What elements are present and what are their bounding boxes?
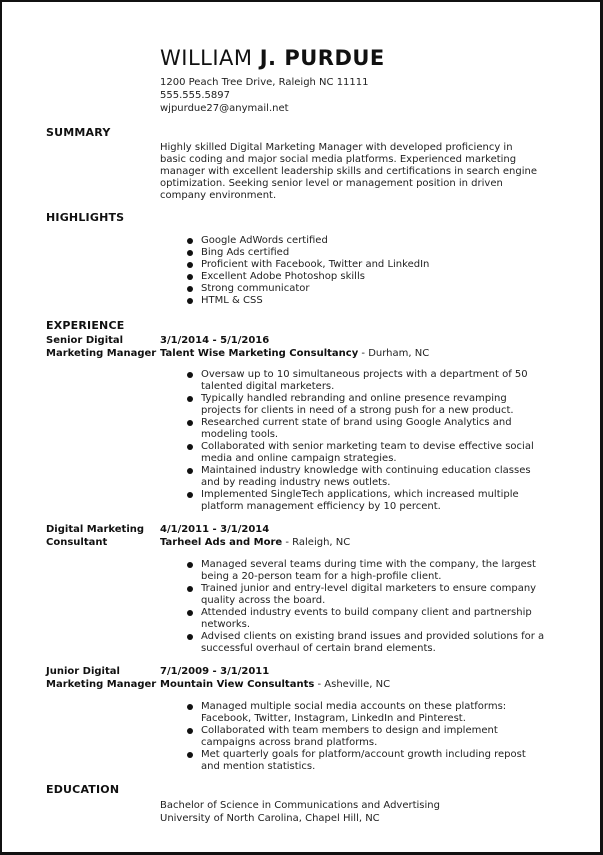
job-bullets <box>201 701 526 773</box>
summary-line: manager with excellent leadership skills and certifications in search engine <box>160 166 538 177</box>
bullet-line: successful overhaul of certain brand elements. <box>201 643 436 654</box>
first-name: WILLIAM <box>160 46 253 70</box>
bullet-line: Trained junior and entry-level digital marketers to ensure company <box>201 583 537 594</box>
job-title-line: Digital Marketing <box>46 524 145 535</box>
job-dates: 7/1/2009 - 3/1/2011 <box>160 666 270 677</box>
bullet-line: and mention statistics. <box>201 761 316 772</box>
highlight-item: Proficient with Facebook, Twitter and LinkedIn <box>201 259 430 270</box>
job-title <box>46 665 158 691</box>
bullet-line: Implemented SingleTech applications, which increased multiple <box>201 489 519 500</box>
job-bullet <box>201 369 534 393</box>
job-dates: 3/1/2014 - 5/1/2016 <box>160 335 270 346</box>
address: 1200 Peach Tree Drive, Raleigh NC 11111 <box>160 77 369 88</box>
job-title-line: Marketing Manager <box>46 679 157 690</box>
job-bullet <box>201 607 544 631</box>
highlight-item: HTML & CSS <box>201 295 429 307</box>
bullet-line: and by reading industry news outlets. <box>201 477 391 488</box>
bullet-line: Collaborated with senior marketing team to devise effective social <box>201 441 534 452</box>
bullet-line: Met quarterly goals for platform/account growth including repost <box>201 749 526 760</box>
bullet-line: Oversaw up to 10 simultaneous projects with a department of 50 <box>201 369 528 380</box>
highlight-item: Excellent Adobe Photoshop skills <box>201 271 429 283</box>
summary-heading: SUMMARY <box>46 126 111 139</box>
highlights-heading: HIGHLIGHTS <box>46 211 125 224</box>
job-bullet <box>201 465 534 489</box>
candidate-name <box>160 46 385 70</box>
bullet-line: modeling tools. <box>201 429 279 440</box>
bullet-line: campaigns across brand platforms. <box>201 737 378 748</box>
bullet-line: Facebook, Twitter, Instagram, LinkedIn and Pinterest. <box>201 713 466 724</box>
company-name: Tarheel Ads and More <box>160 537 283 548</box>
job-title-line: Junior Digital <box>46 666 120 677</box>
summary-line: optimization. Seeking senior level or management position in driven <box>160 178 503 189</box>
bullet-line: Collaborated with team members to design and implement <box>201 725 498 736</box>
job-bullet <box>201 631 544 655</box>
job-bullet <box>201 749 526 773</box>
education-block <box>160 799 440 825</box>
job-title-line: Marketing Manager <box>46 348 157 359</box>
job-bullet <box>201 393 534 417</box>
job-title-line: Senior Digital <box>46 335 124 346</box>
summary-text <box>160 142 560 202</box>
bullet-line: Maintained industry knowledge with continuing education classes <box>201 465 531 476</box>
email: wjpurdue27@anymail.net <box>160 103 289 114</box>
job-bullet <box>201 417 534 441</box>
bullet-line: networks. <box>201 619 250 630</box>
job-company <box>160 536 350 549</box>
bullet-line: quality across the board. <box>201 595 326 606</box>
job-bullet <box>201 583 544 607</box>
bullet-line: Advised clients on existing brand issues and provided solutions for a <box>201 631 545 642</box>
summary-line: basic coding and major social media platforms. Experienced marketing <box>160 154 517 165</box>
bullet-line: Managed several teams during time with the company, the largest <box>201 559 536 570</box>
job-dates: 4/1/2011 - 3/1/2014 <box>160 524 270 535</box>
bullet-line: projects for clients in need of a strong push for a new product. <box>201 405 514 416</box>
job-company <box>160 347 429 360</box>
job-bullet <box>201 701 526 725</box>
company-location: - Asheville, NC <box>314 679 391 690</box>
job-bullet <box>201 489 534 513</box>
bullet-line: Researched current state of brand using Google Analytics and <box>201 417 512 428</box>
job-title <box>46 523 158 549</box>
bullet-line: platform management efficiency by 10 percent. <box>201 501 441 512</box>
highlights-list <box>201 235 429 307</box>
summary-line: company environment. <box>160 190 277 201</box>
job-title-line: Consultant <box>46 537 108 548</box>
company-location: - Durham, NC <box>358 348 430 359</box>
education-heading: EDUCATION <box>46 783 120 796</box>
bullet-line: Attended industry events to build company client and partnership <box>201 607 532 618</box>
bullet-line: Managed multiple social media accounts on these platforms: <box>201 701 507 712</box>
bullet-line: talented digital marketers. <box>201 381 335 392</box>
job-bullets <box>201 559 544 655</box>
phone: 555.555.5897 <box>160 90 230 101</box>
job-bullet <box>201 725 526 749</box>
middle-last-name: J. PURDUE <box>259 46 385 70</box>
bullet-line: Typically handled rebranding and online presence revamping <box>201 393 507 404</box>
highlight-item: Google AdWords certified <box>201 235 429 247</box>
degree: Bachelor of Science in Communications and Advertising <box>160 800 440 811</box>
job-bullets <box>201 369 534 513</box>
job-bullet <box>201 559 544 583</box>
highlight-item: Bing Ads certified <box>201 247 429 259</box>
job-title <box>46 334 158 360</box>
highlight-item: Strong communicator <box>201 283 429 295</box>
summary-line: Highly skilled Digital Marketing Manager with developed proficiency in <box>160 142 513 153</box>
bullet-line: media and online campaign strategies. <box>201 453 397 464</box>
company-location: - Raleigh, NC <box>282 537 351 548</box>
school: University of North Carolina, Chapel Hill, NC <box>160 813 380 824</box>
company-name: Mountain View Consultants <box>160 679 315 690</box>
job-bullet <box>201 441 534 465</box>
job-company <box>160 678 390 691</box>
experience-heading: EXPERIENCE <box>46 319 125 332</box>
contact-block <box>160 76 369 115</box>
bullet-line: being a 20-person team for a high-profile client. <box>201 571 442 582</box>
company-name: Talent Wise Marketing Consultancy <box>160 348 359 359</box>
